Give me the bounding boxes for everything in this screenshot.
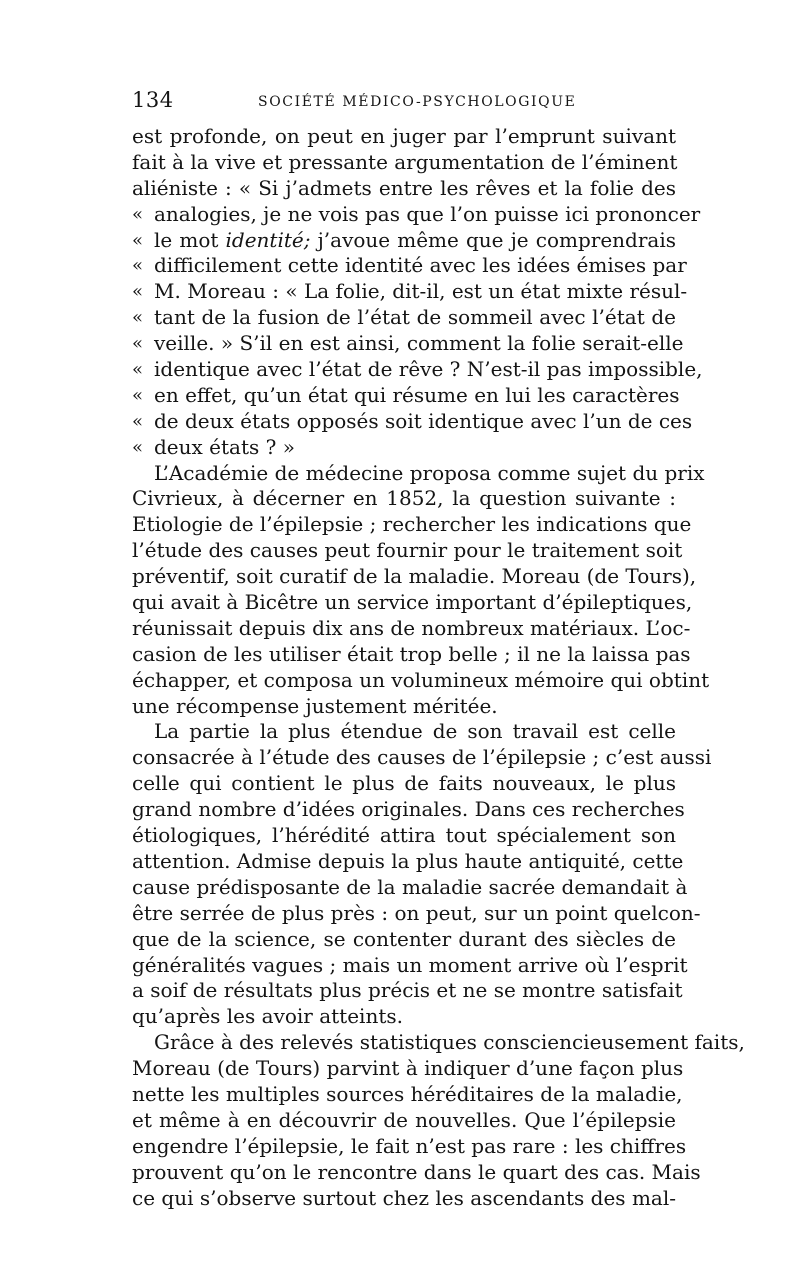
line-text: une récompense justement méritée. [132, 693, 498, 718]
page-header [132, 88, 672, 118]
line-text: j’avoue même que je comprendrais [310, 227, 676, 252]
line-text: deux états ? » [154, 434, 295, 459]
text-line [132, 719, 676, 745]
text-line [132, 641, 691, 668]
text-line [132, 460, 705, 487]
text-line [132, 823, 676, 849]
text-line [132, 615, 691, 642]
text-line [132, 331, 684, 357]
text-line [132, 667, 710, 694]
body-text [132, 124, 745, 1211]
emphasized-word: identité; [225, 227, 311, 252]
line-text: est profonde, on peut en juger par l’emprunt suivant [132, 124, 676, 148]
text-line [132, 952, 688, 979]
text-line [132, 150, 676, 176]
line-text: grand nombre d’idées originales. Dans ces recherches [132, 797, 685, 822]
line-text: veille. » S’il en est ainsi, comment la folie serait-elle [154, 331, 684, 356]
text-line [132, 564, 697, 590]
line-text: M. Moreau : « La folie, dit-il, est un état mixte résul- [154, 279, 688, 304]
text-line [132, 486, 676, 512]
line-text: a soif de résultats plus précis et ne se montre satisfait [132, 978, 683, 1003]
text-line [132, 745, 712, 771]
line-text: qui avait à Bicêtre un service important d’épileptiques, [132, 590, 693, 615]
line-text: fait à la vive et pressante argumentation de l’éminent [132, 149, 678, 174]
text-line [132, 201, 701, 228]
text-line [132, 435, 676, 461]
quote-mark: « [132, 255, 144, 277]
text-line [132, 874, 688, 901]
quote-mark: « [132, 359, 144, 381]
line-text: prouvent qu’on le rencontre dans le quart des cas. Mais [132, 1159, 701, 1184]
quote-mark: « [132, 229, 144, 251]
line-text: Grâce à des relevés statistiques consciencieusement faits, [154, 1030, 745, 1055]
text-line [132, 590, 693, 616]
line-text: Moreau (de Tours) parvint à indiquer d’une façon plus [132, 1056, 684, 1081]
line-text: de deux états opposés soit identique avec l’un de ces [154, 408, 693, 433]
text-line [132, 408, 693, 435]
quote-mark: « [132, 384, 144, 406]
text-line [132, 1030, 745, 1056]
line-text: cause prédisposante de la maladie sacrée demandait à [132, 874, 688, 899]
line-text: l’étude des causes peut fournir pour le traitement soit [132, 538, 683, 563]
line-text: analogies, je ne vois pas que l’on puisse ici prononcer [154, 201, 701, 226]
line-text: tant de la fusion de l’état de sommeil avec l’état de [154, 305, 676, 330]
line-text: ce qui s’observe surtout chez les ascendants des mal- [132, 1185, 676, 1210]
line-text: celle qui contient le plus de faits nouveaux, le plus [132, 771, 676, 796]
text-line [132, 305, 676, 331]
line-text: être serrée de plus près : on peut, sur un point quelcon- [132, 900, 701, 925]
line-text: généralités vagues ; mais un moment arrive où l’esprit [132, 952, 688, 977]
quote-mark: « [132, 436, 144, 458]
line-text: consacrée à l’étude des causes de l’épilepsie ; c’est aussi [132, 745, 712, 770]
text-line [132, 848, 684, 875]
line-text: engendre l’épilepsie, le fait n’est pas rare : les chiffres [132, 1133, 687, 1158]
text-line [132, 279, 688, 305]
text-line [132, 1108, 676, 1134]
line-text: attention. Admise depuis la plus haute antiquité, cette [132, 848, 684, 873]
line-text: en effet, qu’un état qui résume en lui les caractères [154, 382, 680, 407]
text-line [132, 1056, 684, 1082]
quote-mark: « [132, 410, 144, 432]
text-line [132, 382, 680, 409]
text-line [132, 1159, 701, 1186]
quote-mark: « [132, 203, 144, 225]
text-line [132, 797, 685, 823]
text-line [132, 124, 676, 150]
line-text: le mot [154, 227, 226, 252]
line-text: casion de les utiliser était trop belle ; il ne la laissa pas [132, 641, 691, 666]
line-text: étiologiques, l’hérédité attira tout spécialement son [132, 823, 676, 848]
text-line [132, 253, 687, 279]
text-line [132, 1133, 687, 1160]
line-text: Etiologie de l’épilepsie ; rechercher les indications que [132, 512, 692, 537]
line-text: identique avec l’état de rêve ? N’est-il pas impossible, [154, 357, 703, 382]
quote-mark: « [132, 281, 144, 303]
line-text: nette les multiples sources héréditaires de la maladie, [132, 1081, 683, 1106]
text-line [132, 228, 676, 254]
running-head: SOCIÉTÉ MÉDICO-PSYCHOLOGIQUE [258, 94, 577, 110]
text-line [132, 694, 676, 720]
line-text: difficilement cette identité avec les idées émises par [154, 253, 687, 278]
line-text: L’Académie de médecine proposa comme sujet du prix [154, 460, 705, 485]
line-text: préventif, soit curatif de la maladie. Moreau (de Tours), [132, 564, 697, 589]
line-text: échapper, et composa un volumineux mémoire qui obtint [132, 667, 710, 692]
line-text: Civrieux, à décerner en 1852, la question suivante : [132, 486, 676, 511]
page-number: 134 [132, 88, 174, 112]
text-line [132, 176, 676, 202]
text-line [132, 1186, 676, 1212]
text-line [132, 1081, 683, 1108]
line-text: et même à en découvrir de nouvelles. Que l’épilepsie [132, 1107, 676, 1132]
line-text: La partie la plus étendue de son travail est celle [154, 719, 676, 744]
line-text: aliéniste : « Si j’admets entre les rêves et la folie des [132, 175, 676, 200]
line-text: réunissait depuis dix ans de nombreux matériaux. L’oc- [132, 615, 691, 640]
text-line [132, 927, 676, 953]
text-line [132, 357, 703, 383]
text-line [132, 900, 701, 927]
text-line [132, 538, 683, 564]
text-line [132, 1004, 676, 1030]
text-line [132, 512, 692, 538]
quote-mark: « [132, 333, 144, 355]
line-text: que de la science, se contenter durant des siècles de [132, 926, 676, 951]
quote-mark: « [132, 307, 144, 329]
text-line [132, 771, 676, 797]
line-text: qu’après les avoir atteints. [132, 1004, 403, 1029]
text-line [132, 978, 683, 1004]
